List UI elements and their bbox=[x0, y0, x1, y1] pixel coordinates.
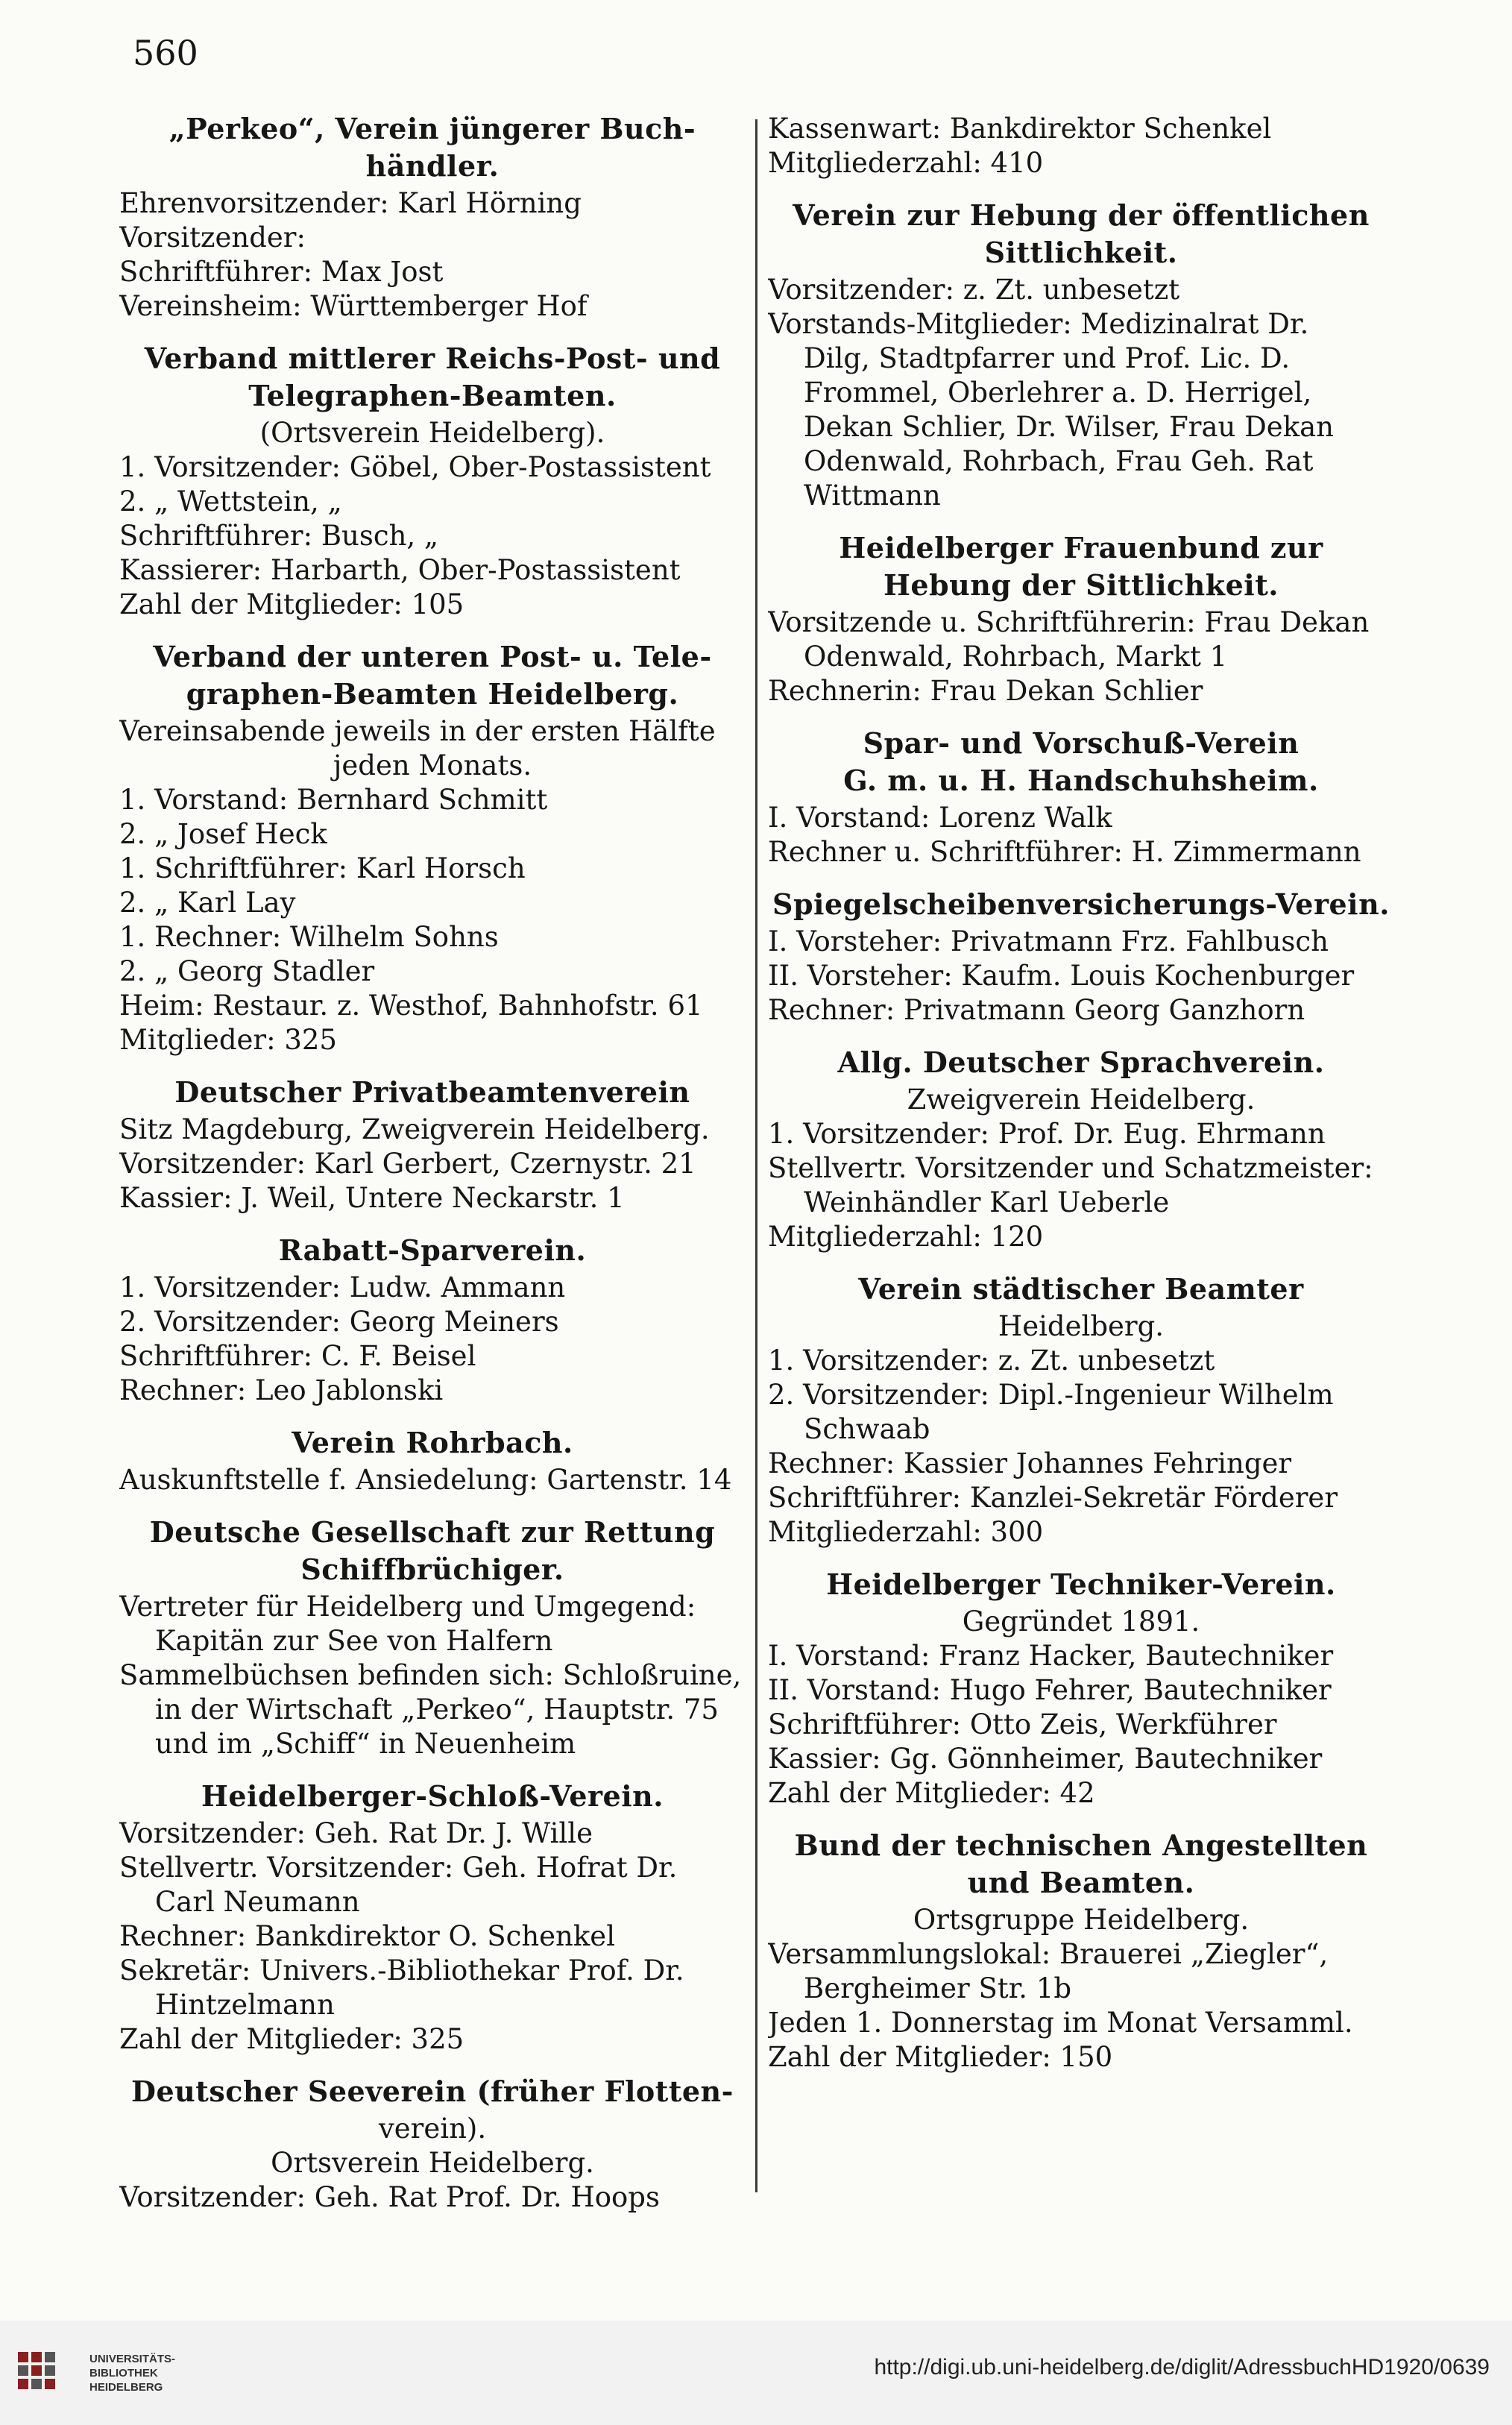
entry-line: Schriftführer: Busch, „ bbox=[119, 520, 439, 552]
entry-line: Frommel, Oberlehrer a. D. Herrigel, bbox=[804, 377, 1312, 409]
column-divider bbox=[755, 119, 757, 2192]
entry-title: Hebung der Sittlichkeit. bbox=[883, 568, 1279, 602]
entry-line: 1. Vorsitzender: Göbel, Ober-Postassistent bbox=[119, 451, 711, 483]
entry-line: Kassenwart: Bankdirektor Schenkel bbox=[768, 113, 1272, 145]
entry-line: II. Vorsteher: Kaufm. Louis Kochenburger bbox=[768, 960, 1355, 992]
entry-section bbox=[119, 112, 746, 324]
entry-section bbox=[119, 1075, 746, 1215]
entry-title: Spar- und Vorschuß-Verein bbox=[863, 726, 1300, 760]
entry-line: Vereinsheim: Württemberger Hof bbox=[119, 290, 588, 322]
entry-line: 2. Vorsitzender: Dipl.-Ingenieur Wilhelm bbox=[768, 1379, 1334, 1411]
entry-line: 2. „ Wettstein, „ bbox=[119, 485, 342, 518]
entry-line: Vorsitzende u. Schriftführerin: Frau Dekan bbox=[768, 606, 1370, 638]
entry-line: Sekretär: Univers.-Bibliothekar Prof. Dr. bbox=[119, 1954, 684, 1987]
entry-line: Wittmann bbox=[804, 479, 941, 512]
entry-title: graphen-Beamten Heidelberg. bbox=[186, 677, 679, 711]
entry-line: Rechner: Kassier Johannes Fehringer bbox=[768, 1447, 1292, 1479]
entry-line: Stellvertr. Vorsitzender und Schatzmeister: bbox=[768, 1152, 1373, 1184]
entry-line: Jeden 1. Donnerstag im Monat Versamml. bbox=[768, 2007, 1353, 2039]
entry-line: II. Vorstand: Hugo Fehrer, Bautechniker bbox=[768, 1674, 1332, 1706]
entry-line: 2. Vorsitzender: Georg Meiners bbox=[119, 1306, 559, 1338]
entry-line: Sammelbüchsen befinden sich: Schloßruine, bbox=[119, 1659, 742, 1691]
entry-line: Rechner: Bankdirektor O. Schenkel bbox=[119, 1920, 616, 1952]
entry-line: Kapitän zur See von Halfern bbox=[155, 1625, 553, 1657]
entry-section bbox=[768, 1567, 1394, 1811]
entry-line: Schwaab bbox=[804, 1413, 930, 1445]
entry-line: Ehrenvorsitzender: Karl Hörning bbox=[119, 187, 582, 219]
entry-line: I. Vorsteher: Privatmann Frz. Fahlbusch bbox=[768, 925, 1329, 957]
entry-line: Weinhändler Karl Ueberle bbox=[804, 1186, 1170, 1218]
entry-line: 2. „ Georg Stadler bbox=[119, 955, 375, 987]
entry-line: Vorsitzender: bbox=[119, 221, 306, 254]
entry-line: Zahl der Mitglieder: 150 bbox=[768, 2041, 1113, 2073]
entry-section bbox=[768, 112, 1394, 180]
entry-section bbox=[119, 1779, 746, 2057]
entry-line: 2. „ Josef Heck bbox=[119, 818, 327, 850]
entry-line: Mitglieder: 325 bbox=[119, 1024, 337, 1056]
entry-section bbox=[768, 531, 1394, 708]
entry-title: Verband der unteren Post- u. Tele- bbox=[153, 640, 712, 673]
entry-line: 2. „ Karl Lay bbox=[119, 887, 296, 919]
entry-line: Schriftführer: C. F. Beisel bbox=[119, 1340, 476, 1372]
entry-line: Ortsverein Heidelberg. bbox=[271, 2147, 594, 2179]
logo-text-line: BIBLIOTHEK bbox=[89, 2367, 158, 2380]
entry-line: Dilg, Stadtpfarrer und Prof. Lic. D. bbox=[804, 342, 1291, 374]
footer bbox=[0, 2321, 1512, 2425]
entry-line: Zweigverein Heidelberg. bbox=[907, 1083, 1256, 1116]
entry-line: Zahl der Mitglieder: 42 bbox=[768, 1777, 1095, 1809]
entry-title: Heidelberger Frauenbund zur bbox=[839, 531, 1323, 564]
entry-line: Heim: Restaur. z. Westhof, Bahnhofstr. 61 bbox=[119, 990, 703, 1022]
entry-line: Rechnerin: Frau Dekan Schlier bbox=[768, 675, 1203, 707]
entry-line: Vorsitzender: Geh. Rat Prof. Dr. Hoops bbox=[119, 2181, 660, 2213]
entry-line: Rechner: Leo Jablonski bbox=[119, 1374, 444, 1406]
entry-line: Kassierer: Harbarth, Ober-Postassistent bbox=[119, 554, 681, 586]
entry-line: Zahl der Mitglieder: 105 bbox=[119, 588, 464, 620]
page-number: 560 bbox=[133, 33, 198, 73]
entry-section bbox=[768, 1045, 1394, 1254]
entry-title: Schiffbrüchiger. bbox=[300, 1553, 564, 1586]
entry-line: Kassier: Gg. Gönnheimer, Bautechniker bbox=[768, 1743, 1323, 1775]
entry-title: Verein zur Hebung der öffentlichen bbox=[793, 198, 1370, 232]
entry-title: Bund der technischen Angestellten bbox=[794, 1828, 1368, 1862]
entry-line: Vorsitzender: Geh. Rat Dr. J. Wille bbox=[119, 1817, 593, 1849]
source-url-link[interactable]: http://digi.ub.uni-heidelberg.de/diglit/AdressbuchHD1920/0639 bbox=[874, 2355, 1490, 2380]
entry-line: Mitgliederzahl: 120 bbox=[768, 1221, 1044, 1253]
entry-line: Hintzelmann bbox=[155, 1989, 335, 2021]
entry-line: Versammlungslokal: Brauerei „Ziegler“, bbox=[768, 1938, 1329, 1970]
entry-section bbox=[119, 342, 746, 622]
entry-line: Zahl der Mitglieder: 325 bbox=[119, 2023, 464, 2055]
entry-title: Deutscher Privatbeamtenverein bbox=[174, 1075, 690, 1109]
entry-line: I. Vorstand: Franz Hacker, Bautechniker bbox=[768, 1640, 1334, 1672]
entry-line: Auskunftstelle f. Ansiedelung: Gartenstr. 14 bbox=[119, 1464, 732, 1496]
entry-section bbox=[119, 1233, 746, 1408]
entry-section bbox=[119, 1515, 746, 1761]
entry-line: 1. Schriftführer: Karl Horsch bbox=[119, 852, 526, 884]
entry-title: Sittlichkeit. bbox=[984, 236, 1178, 269]
entry-title: Heidelberger Techniker-Verein. bbox=[826, 1567, 1336, 1601]
entry-line: 1. Rechner: Wilhelm Sohns bbox=[119, 921, 499, 953]
entry-title: Deutsche Gesellschaft zur Rettung bbox=[149, 1515, 716, 1549]
entry-line: Vertreter für Heidelberg und Umgegend: bbox=[119, 1591, 696, 1623]
library-logo bbox=[15, 2340, 239, 2415]
entry-line: Ortsgruppe Heidelberg. bbox=[913, 1904, 1250, 1936]
entry-line: Carl Neumann bbox=[155, 1886, 360, 1918]
entry-line: Mitgliederzahl: 300 bbox=[768, 1516, 1044, 1548]
entry-line: Mitgliederzahl: 410 bbox=[768, 147, 1044, 179]
entry-line: 1. Vorsitzender: Ludw. Ammann bbox=[119, 1271, 566, 1303]
entry-title: Deutscher Seeverein (früher Flotten- bbox=[131, 2075, 734, 2108]
entry-title: Verband mittlerer Reichs-Post- und bbox=[144, 342, 721, 375]
entry-section bbox=[768, 726, 1394, 869]
right-column bbox=[768, 112, 1394, 2092]
entry-line: Sitz Magdeburg, Zweigverein Heidelberg. bbox=[119, 1113, 710, 1145]
entry-title: Allg. Deutscher Sprachverein. bbox=[837, 1045, 1325, 1079]
entry-line: Schriftführer: Max Jost bbox=[119, 256, 444, 288]
entry-line: und im „Schiff“ in Neuenheim bbox=[155, 1728, 576, 1760]
entry-line: Schriftführer: Kanzlei-Sekretär Förderer bbox=[768, 1482, 1338, 1514]
logo-text-line: UNIVERSITÄTS- bbox=[89, 2353, 176, 2365]
entry-line: (Ortsverein Heidelberg). bbox=[259, 417, 605, 449]
entry-line: Heidelberg. bbox=[998, 1310, 1165, 1342]
entry-line: Vereinsabende jeweils in der ersten Hälfte bbox=[119, 715, 716, 747]
entry-line: Vorsitzender: z. Zt. unbesetzt bbox=[768, 274, 1180, 306]
left-column bbox=[119, 112, 746, 2233]
entry-line: Gegründet 1891. bbox=[962, 1605, 1200, 1638]
entry-line: in der Wirtschaft „Perkeo“, Hauptstr. 75 bbox=[155, 1693, 719, 1726]
entry-line: Schriftführer: Otto Zeis, Werkführer bbox=[768, 1708, 1277, 1740]
entry-line: Kassier: J. Weil, Untere Neckarstr. 1 bbox=[119, 1182, 625, 1214]
entry-line: verein). bbox=[378, 2113, 487, 2145]
entry-title: händler. bbox=[365, 149, 500, 183]
entry-title: Verein Rohrbach. bbox=[292, 1426, 573, 1459]
entry-line: 1. Vorsitzender: Prof. Dr. Eug. Ehrmann bbox=[768, 1118, 1326, 1150]
entry-section bbox=[119, 2075, 746, 2215]
entry-line: Stellvertr. Vorsitzender: Geh. Hofrat Dr. bbox=[119, 1852, 678, 1884]
entry-section bbox=[768, 887, 1394, 1028]
entry-section bbox=[119, 1426, 746, 1497]
entry-section bbox=[768, 1828, 1394, 2075]
entry-section bbox=[768, 1272, 1394, 1550]
library-logo-icon bbox=[15, 2344, 75, 2404]
entry-line: Rechner u. Schriftführer: H. Zimmermann bbox=[768, 836, 1361, 868]
entry-line: Odenwald, Rohrbach, Markt 1 bbox=[804, 641, 1228, 673]
entry-title: Spiegelscheibenversicherungs-Verein. bbox=[772, 887, 1390, 921]
entry-line: I. Vorstand: Lorenz Walk bbox=[768, 802, 1112, 834]
entry-title: und Beamten. bbox=[967, 1866, 1195, 1899]
entry-line: Rechner: Privatmann Georg Ganzhorn bbox=[768, 994, 1305, 1026]
entry-line: Dekan Schlier, Dr. Wilser, Frau Dekan bbox=[804, 411, 1335, 443]
entry-section bbox=[119, 640, 746, 1057]
entry-title: Telegraphen-Beamten. bbox=[248, 379, 617, 412]
entry-line: Vorsitzender: Karl Gerbert, Czernystr. 21 bbox=[119, 1148, 696, 1180]
entry-title: Heidelberger-Schloß-Verein. bbox=[201, 1779, 664, 1813]
entry-line: Bergheimer Str. 1b bbox=[804, 1972, 1072, 2004]
entry-title: Rabatt-Sparverein. bbox=[278, 1233, 587, 1267]
entry-line: 1. Vorsitzender: z. Zt. unbesetzt bbox=[768, 1344, 1215, 1377]
entry-line: Vorstands-Mitglieder: Medizinalrat Dr. bbox=[768, 308, 1309, 340]
entry-line: jeden Monats. bbox=[333, 749, 532, 781]
entry-title: „Perkeo“, Verein jüngerer Buch- bbox=[168, 112, 696, 145]
entry-line: 1. Vorstand: Bernhard Schmitt bbox=[119, 784, 548, 816]
entry-title: G. m. u. H. Handschuhsheim. bbox=[843, 764, 1319, 797]
logo-text-line: HEIDELBERG bbox=[89, 2381, 163, 2394]
entry-line: Odenwald, Rohrbach, Frau Geh. Rat bbox=[804, 445, 1314, 477]
entry-section bbox=[768, 198, 1394, 513]
entry-title: Verein städtischer Beamter bbox=[858, 1272, 1304, 1306]
